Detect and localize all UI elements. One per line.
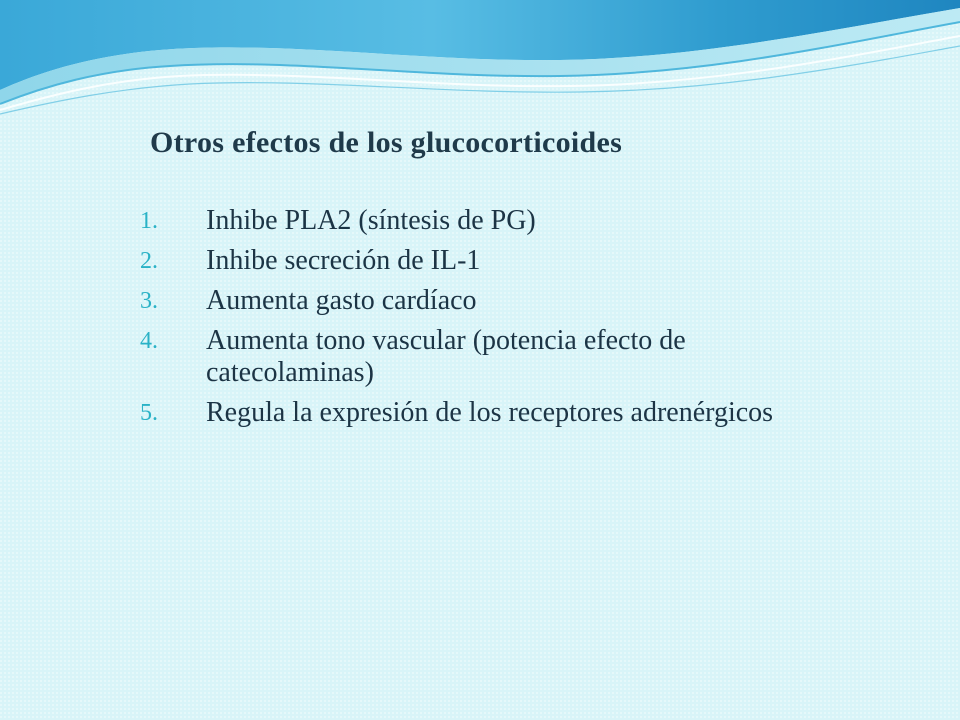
list-item-text: Inhibe PLA2 (síntesis de PG) (206, 205, 536, 236)
list-item-text: Aumenta gasto cardíaco (206, 285, 477, 316)
list-item (140, 205, 860, 237)
list-item (140, 245, 860, 277)
list-item-text: Regula la expresión de los receptores adrenérgicos (206, 397, 774, 428)
list-item-number: 4. (140, 328, 158, 354)
header-wave-decoration (0, 0, 960, 120)
list-item-text: Inhibe secreción de IL-1 (206, 245, 481, 276)
list-item-number: 2. (140, 248, 158, 274)
list-item-number: 3. (140, 288, 158, 314)
list-item-number: 1. (140, 208, 158, 234)
list-item-number: 5. (140, 400, 158, 426)
slide-title: Otros efectos de los glucocorticoides (150, 126, 623, 159)
effects-list (140, 205, 860, 437)
list-item (140, 397, 860, 429)
list-item-text: Aumenta tono vascular (potencia efecto de catecolaminas) (206, 325, 686, 388)
list-item (140, 325, 860, 389)
list-item (140, 285, 860, 317)
